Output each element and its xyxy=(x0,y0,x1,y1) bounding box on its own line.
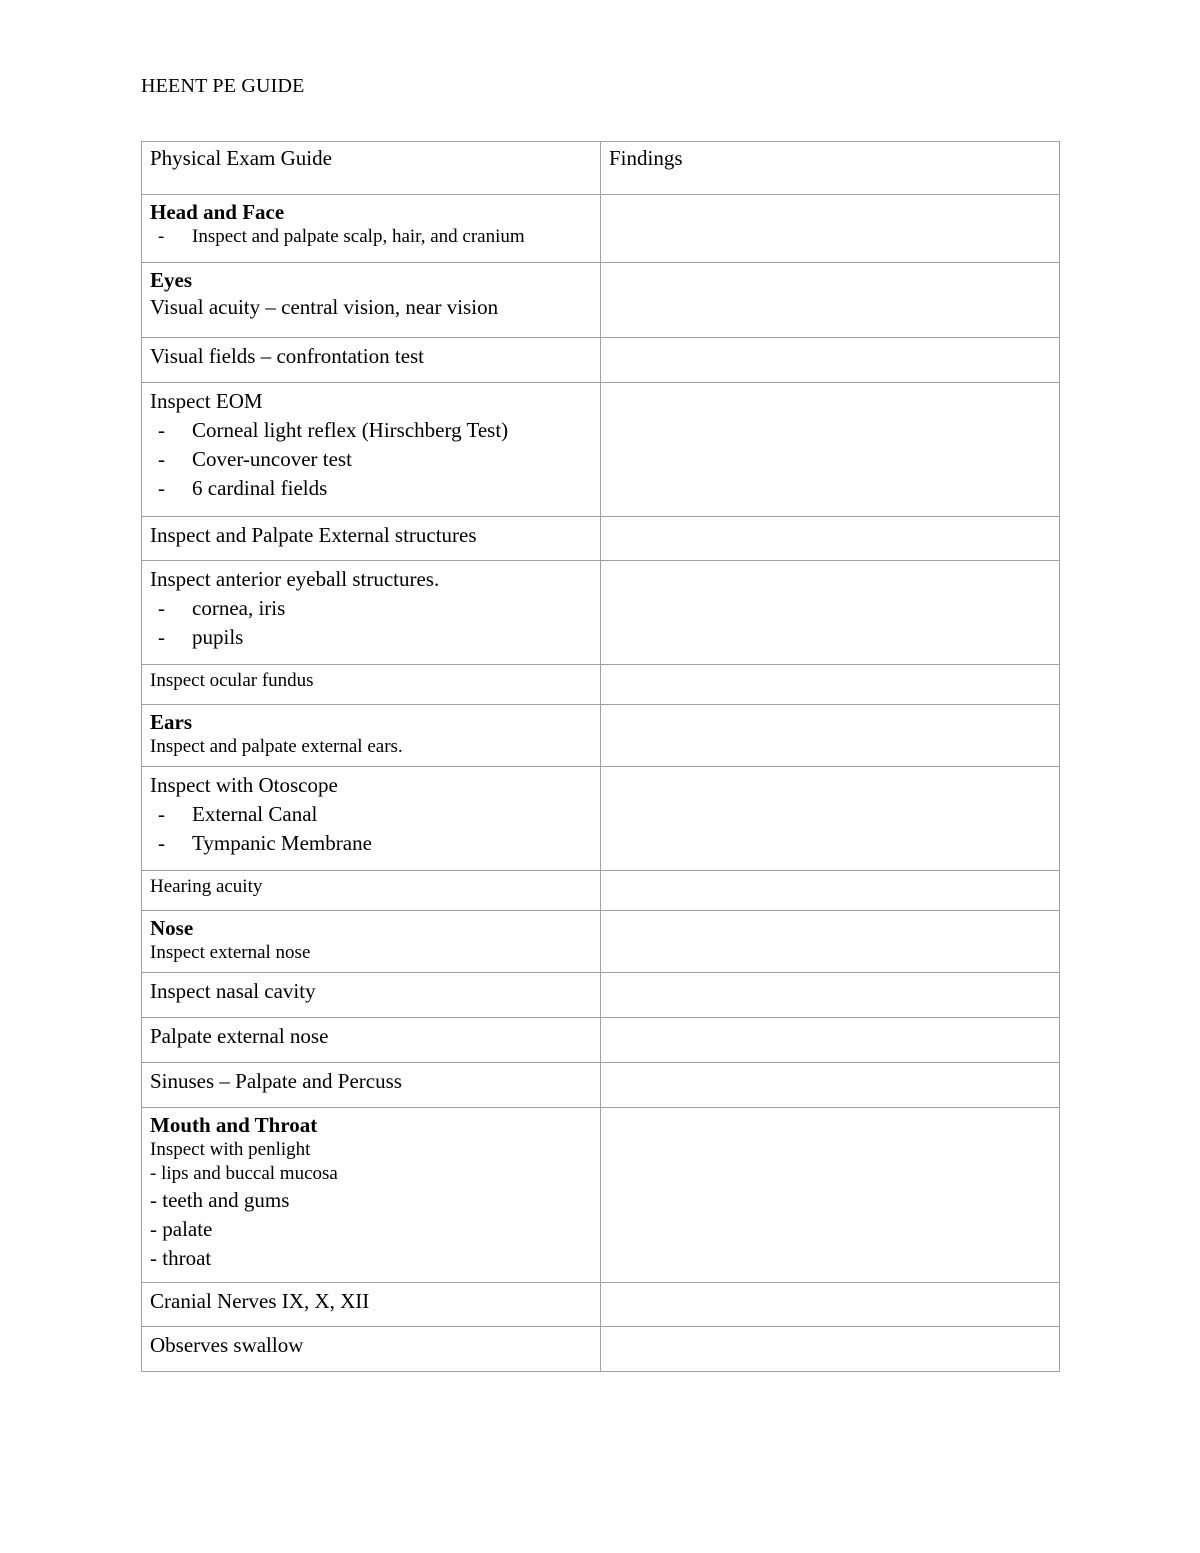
findings-cell[interactable] xyxy=(601,665,1060,705)
exam-guide-table xyxy=(141,141,1060,1372)
guide-cell xyxy=(142,517,601,561)
findings-cell[interactable] xyxy=(601,911,1060,973)
guide-cell xyxy=(142,1327,601,1372)
findings-cell[interactable] xyxy=(601,705,1060,767)
guide-cell xyxy=(142,871,601,911)
findings-cell[interactable] xyxy=(601,195,1060,263)
guide-cell xyxy=(142,1108,601,1283)
findings-cell[interactable] xyxy=(601,383,1060,517)
bullet-item: - Cover-uncover test xyxy=(150,445,592,474)
table-row xyxy=(142,338,1060,383)
bullet-item: - Corneal light reflex (Hirschberg Test) xyxy=(150,416,592,445)
guide-line: Inspect and palpate external ears. xyxy=(150,736,403,757)
guide-cell xyxy=(142,665,601,705)
table-row xyxy=(142,383,1060,517)
bullet-item: - External Canal xyxy=(150,800,592,829)
table-row xyxy=(142,767,1060,871)
table-row xyxy=(142,911,1060,973)
guide-line: - throat xyxy=(150,1246,212,1270)
section-heading: Nose xyxy=(150,916,194,940)
section-heading: Ears xyxy=(150,710,192,734)
guide-line: Inspect EOM xyxy=(150,389,263,413)
guide-line: - palate xyxy=(150,1217,213,1241)
guide-line: Visual acuity – central vision, near vision xyxy=(150,295,499,319)
table-row xyxy=(142,1063,1060,1108)
findings-cell[interactable] xyxy=(601,871,1060,911)
findings-cell[interactable] xyxy=(601,1063,1060,1108)
guide-cell xyxy=(142,911,601,973)
guide-cell xyxy=(142,383,601,517)
guide-cell xyxy=(142,338,601,383)
guide-cell xyxy=(142,767,601,871)
guide-line: Inspect and Palpate External structures xyxy=(150,523,477,547)
bullet-item: - Inspect and palpate scalp, hair, and cranium xyxy=(150,225,592,249)
guide-line: Inspect nasal cavity xyxy=(150,979,316,1003)
document-title: HEENT PE GUIDE xyxy=(141,75,305,97)
guide-cell xyxy=(142,705,601,767)
findings-cell[interactable] xyxy=(601,973,1060,1018)
section-heading: Eyes xyxy=(150,268,192,292)
table-row xyxy=(142,871,1060,911)
guide-line: - lips and buccal mucosa xyxy=(150,1163,338,1184)
guide-line: Inspect ocular fundus xyxy=(150,670,314,691)
table-row xyxy=(142,1018,1060,1063)
findings-cell[interactable] xyxy=(601,1283,1060,1327)
table-row xyxy=(142,705,1060,767)
findings-cell[interactable] xyxy=(601,1018,1060,1063)
guide-line: Observes swallow xyxy=(150,1333,304,1357)
table-row xyxy=(142,1283,1060,1327)
table-row xyxy=(142,561,1060,665)
table-row xyxy=(142,1327,1060,1372)
guide-line: Inspect with Otoscope xyxy=(150,773,338,797)
table-row xyxy=(142,665,1060,705)
guide-line: Inspect external nose xyxy=(150,942,311,963)
section-heading: Head and Face xyxy=(150,200,285,224)
findings-cell[interactable] xyxy=(601,561,1060,665)
guide-cell xyxy=(142,973,601,1018)
header-physical-exam-guide: Physical Exam Guide xyxy=(142,142,601,195)
section-heading: Mouth and Throat xyxy=(150,1113,318,1137)
guide-line: Inspect anterior eyeball structures. xyxy=(150,567,440,591)
findings-cell[interactable] xyxy=(601,517,1060,561)
findings-cell[interactable] xyxy=(601,263,1060,338)
guide-line: Cranial Nerves IX, X, XII xyxy=(150,1289,370,1313)
table-header-row xyxy=(142,142,1060,195)
exam-guide-body xyxy=(142,142,1060,1372)
guide-cell xyxy=(142,263,601,338)
guide-line: - teeth and gums xyxy=(150,1188,290,1212)
bullet-item: - cornea, iris xyxy=(150,594,592,623)
guide-cell xyxy=(142,561,601,665)
table-row xyxy=(142,195,1060,263)
bullet-item: - Tympanic Membrane xyxy=(150,829,592,858)
bullet-item: - 6 cardinal fields xyxy=(150,474,592,503)
guide-line: Inspect with penlight xyxy=(150,1139,311,1160)
guide-cell xyxy=(142,1018,601,1063)
findings-cell[interactable] xyxy=(601,1327,1060,1372)
guide-line: Sinuses – Palpate and Percuss xyxy=(150,1069,402,1093)
header-findings: Findings xyxy=(601,142,1060,195)
guide-line: Visual fields – confrontation test xyxy=(150,344,425,368)
guide-cell xyxy=(142,195,601,263)
findings-cell[interactable] xyxy=(601,338,1060,383)
guide-cell xyxy=(142,1063,601,1108)
table-row xyxy=(142,1108,1060,1283)
guide-cell xyxy=(142,1283,601,1327)
guide-line: Hearing acuity xyxy=(150,876,263,897)
table-row xyxy=(142,973,1060,1018)
findings-cell[interactable] xyxy=(601,767,1060,871)
table-row xyxy=(142,263,1060,338)
bullet-item: - pupils xyxy=(150,623,592,652)
table-row xyxy=(142,517,1060,561)
findings-cell[interactable] xyxy=(601,1108,1060,1283)
guide-line: Palpate external nose xyxy=(150,1024,329,1048)
